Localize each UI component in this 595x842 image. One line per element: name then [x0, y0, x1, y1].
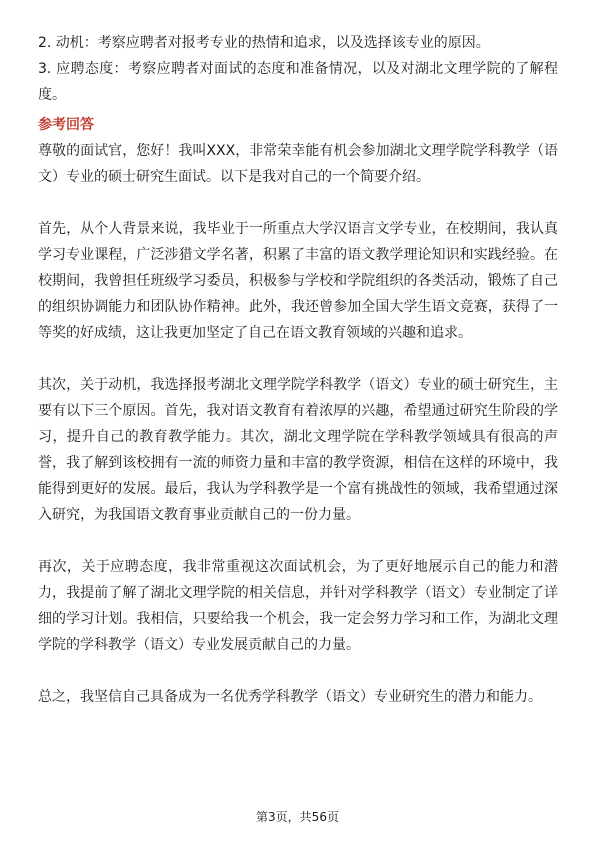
answer-heading: 参考回答: [38, 117, 94, 133]
list-item-motivation: 2. 动机：考察应聘者对报考专业的热情和追求，以及选择该专业的原因。: [38, 35, 490, 51]
paragraph-gap: [38, 658, 558, 684]
paragraph-background: 首先，从个人背景来说，我毕业于一所重点大学汉语言文学专业，在校期间，我认真学习专业课程，广泛涉猎文学名著，积累了丰富的语文教学理论知识和实践经验。在校期间，我曾担任班级学习委员，积极参与学校和学院组织的各类活动，锻炼了自己的组织协调能力和团队协作精神。此外，我还曾参加全国大学生语文竞赛，获得了一等奖的好成绩，这让我更加坚定了自己在语文教育领域的兴趣和追求。: [38, 221, 558, 341]
paragraph-greeting: 尊敬的面试官，您好！我叫XXX，非常荣幸能有机会参加湖北文理学院学科教学（语文）专业的硕士研究生面试。以下是我对自己的一个简要介绍。: [38, 143, 558, 185]
paragraph-gap: [38, 346, 558, 372]
paragraph-conclusion: 总之，我坚信自己具备成为一名优秀学科教学（语文）专业研究生的潜力和能力。: [38, 689, 542, 705]
paragraph-gap: [38, 190, 558, 216]
page-number-footer: 第3页，共56页: [256, 810, 339, 824]
paragraph-gap: [38, 528, 558, 554]
paragraph-motivation: 其次，关于动机，我选择报考湖北文理学院学科教学（语文）专业的硕士研究生，主要有以下三个原因。首先，我对语文教育有着浓厚的兴趣，希望通过研究生阶段的学习，提升自己的教育教学能力。其次，湖北文理学院在学科教学领域具有很高的声誉，我了解到该校拥有一流的师资力量和丰富的教学资源，相信在这样的环境中，我能得到更好的发展。最后，我认为学科教学是一个富有挑战性的领域，我希望通过深入研究，为我国语文教育事业贡献自己的一份力量。: [38, 377, 558, 523]
page-content: [38, 30, 558, 710]
paragraph-attitude: 再次，关于应聘态度，我非常重视这次面试机会，为了更好地展示自己的能力和潜力，我提前了解了湖北文理学院的相关信息，并针对学科教学（语文）专业制定了详细的学习计划。我相信，只要给我一个机会，我一定会努力学习和工作，为湖北文理学院的学科教学（语文）专业发展贡献自己的力量。: [38, 559, 558, 653]
list-item-attitude: 3. 应聘态度：考察应聘者对面试的态度和准备情况，以及对湖北文理学院的了解程度。: [38, 61, 558, 103]
